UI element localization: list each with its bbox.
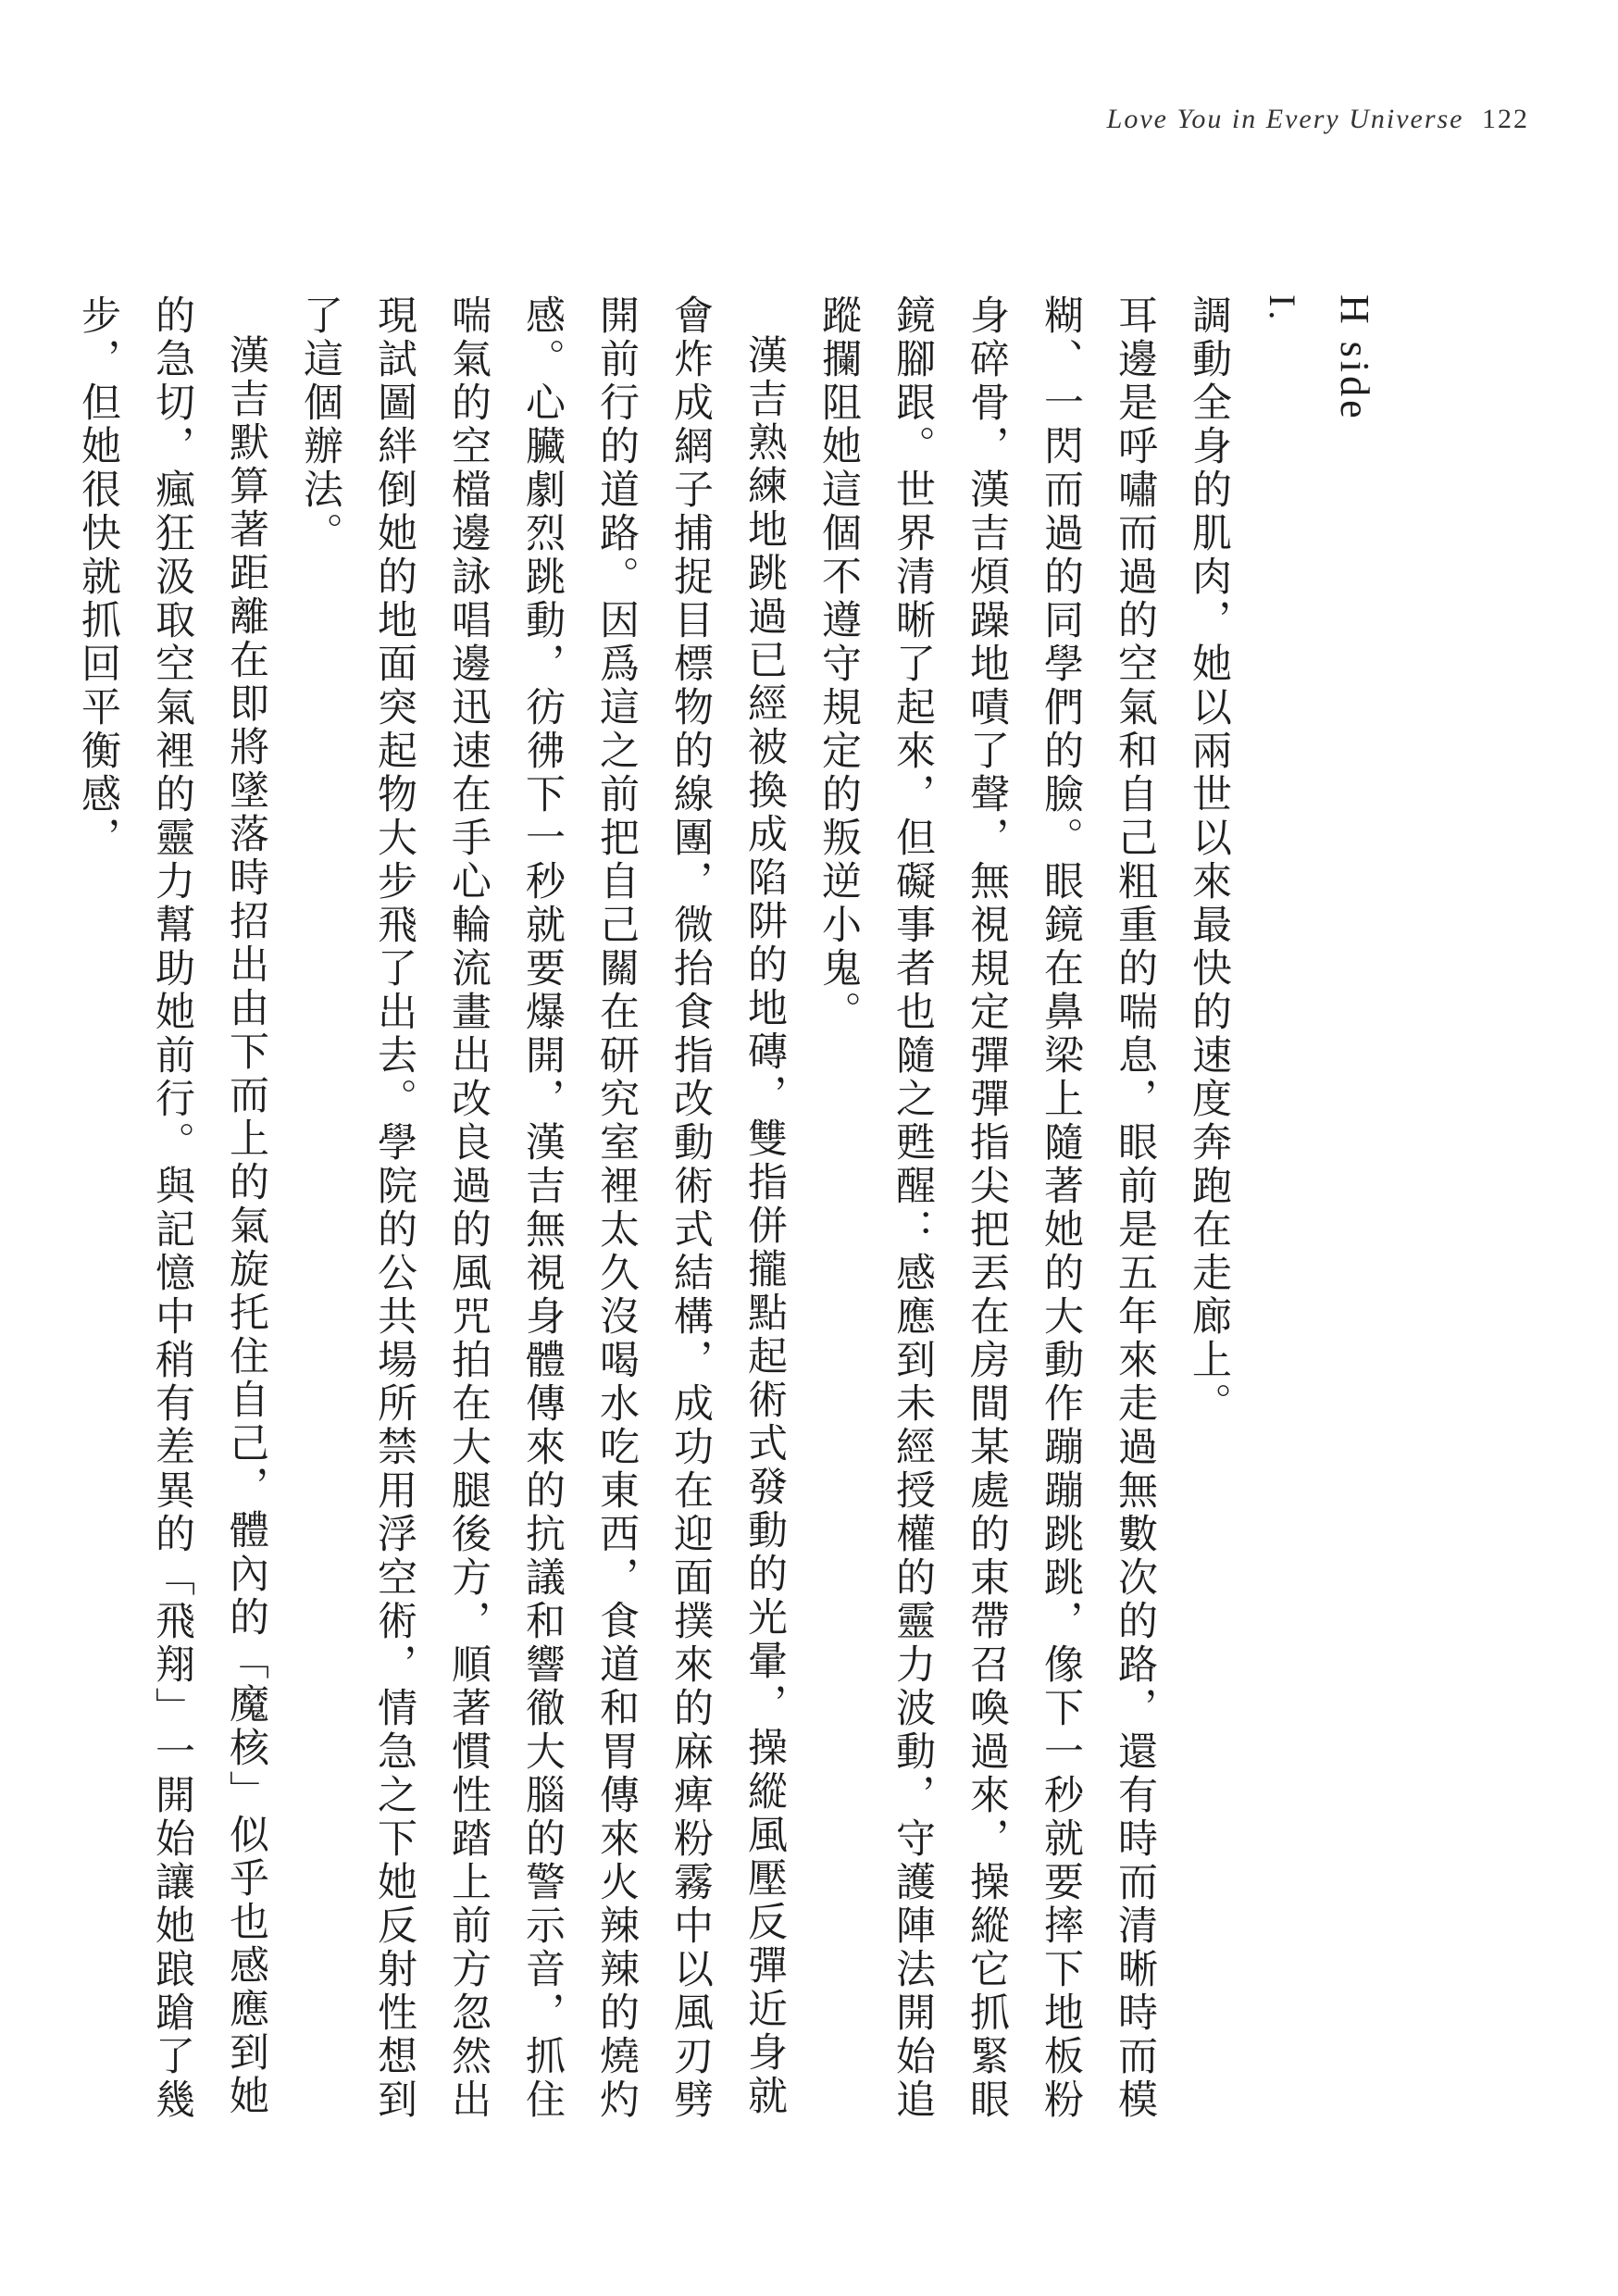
book-title: Love You in Every Universe bbox=[1106, 104, 1464, 134]
section-title: H side bbox=[1332, 294, 1377, 422]
running-header bbox=[1107, 104, 1529, 135]
page-number: 122 bbox=[1482, 104, 1529, 134]
paragraph: 漢吉默算著距離在即將墜落時招出由下而上的氣旋托住自己，體內的「魔核」似乎也感應到她的急切，瘋狂汲取空氣裡的靈力幫助她前行。與記憶中稍有差異的「飛翔」一開始讓她踉蹌了幾步，但她很快就抓回平衡感， bbox=[75, 294, 269, 2122]
paragraph: 耳邊是呼嘯而過的空氣和自己粗重的喘息，眼前是五年來走過無數次的路，還有時而清晰時而模糊、一閃而過的同學們的臉。眼鏡在鼻梁上隨著她的大動作蹦蹦跳跳，像下一秒就要摔下地板粉身碎骨，漢吉煩躁地嘖了聲，無視規定彈彈指尖把丟在房間某處的束帶召喚過來，操縱它抓緊眼鏡腳跟。世界清晰了起來，但礙事者也隨之甦醒：感應到未經授權的靈力波動，守護陣法開始追蹤攔阻她這個不遵守規定的叛逆小鬼。 bbox=[815, 294, 1158, 2122]
section-number: I. bbox=[1262, 294, 1303, 324]
paragraph: 漢吉熟練地跳過已經被換成陷阱的地磚，雙指併攏點起術式發動的光暈，操縱風壓反彈近身就會炸成網子捕捉目標物的線團，微抬食指改動術式結構，成功在迎面撲來的麻痺粉霧中以風刃劈開前行的道路。因爲這之前把自己關在研究室裡太久沒喝水吃東西，食道和胃傳來火辣辣的燒灼感。心臟劇烈跳動，彷彿下一秒就要爆開，漢吉無視身體傳來的抗議和響徹大腦的警示音，抓住喘氣的空檔邊詠唱邊迅速在手心輪流畫出改良過的風咒拍在大腿後方，順著慣性踏上前方忽然出現試圖絆倒她的地面突起物大步飛了出去。學院的公共場所禁用浮空術，情急之下她反射性想到了這個辦法。 bbox=[297, 294, 788, 2122]
body-text bbox=[61, 294, 1390, 2128]
paragraph: 調動全身的肌肉，她以兩世以來最快的速度奔跑在走廊上。 bbox=[1186, 294, 1232, 1426]
